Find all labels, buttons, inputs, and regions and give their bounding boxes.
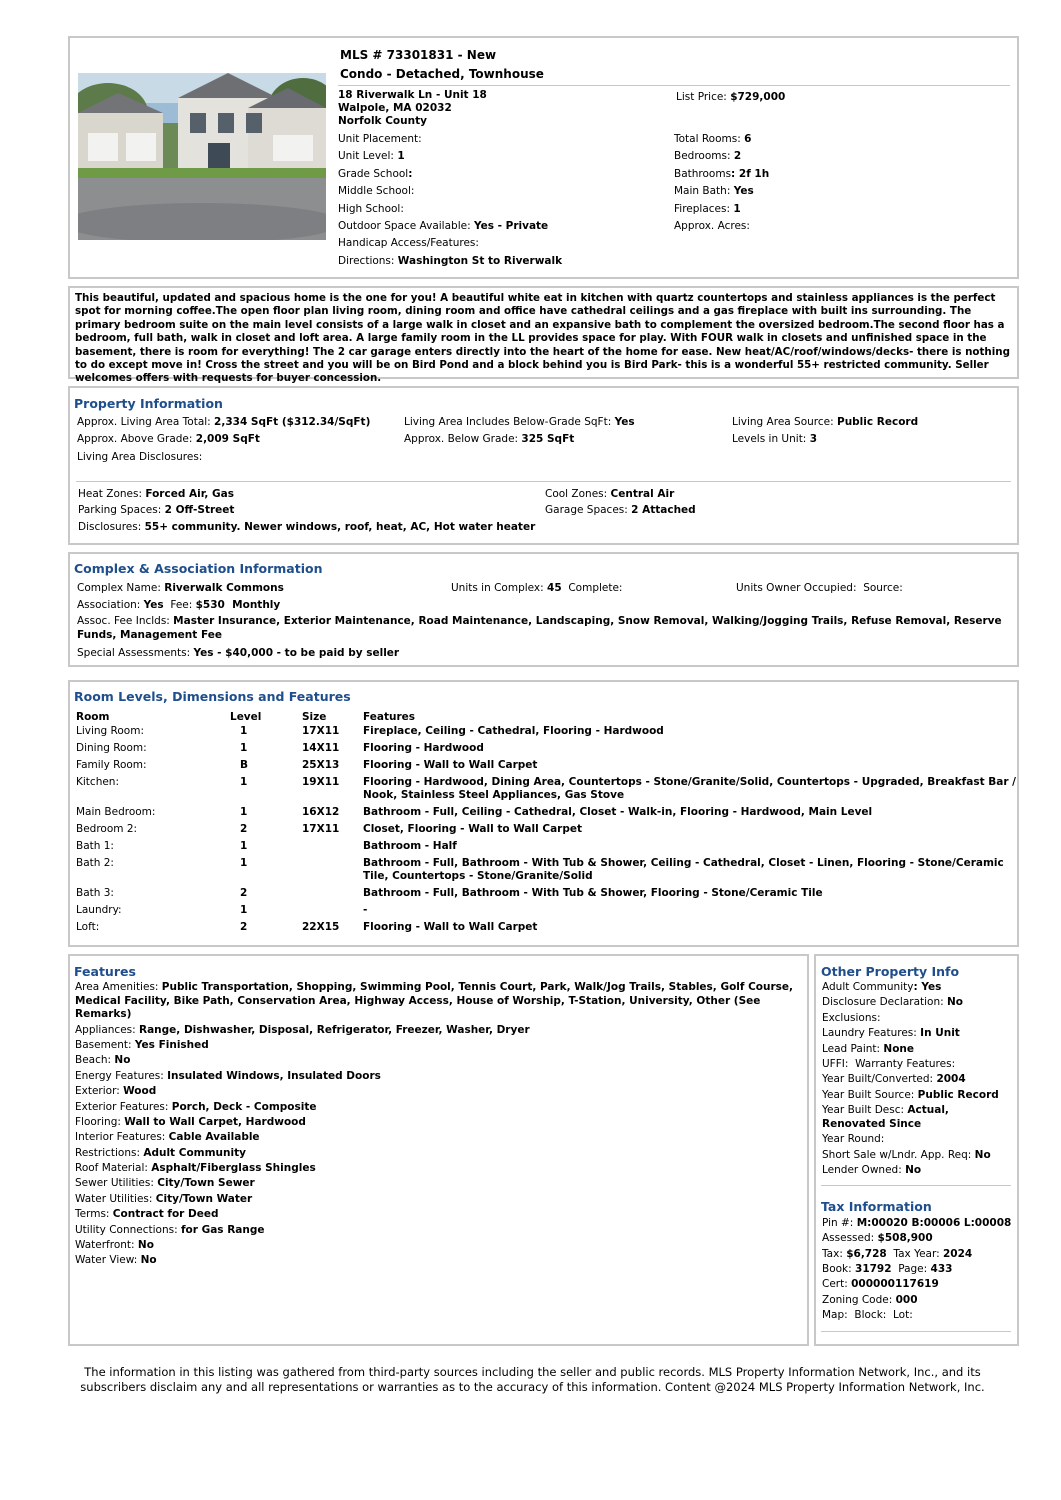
feature-item [75,1131,800,1145]
table-row [76,823,1016,840]
living-area-total: Approx. Living Area Total: 2,334 SqFt ($312.34/SqFt) [77,416,371,428]
room-level: 1 [240,857,248,869]
other-item [822,1027,1012,1041]
feature-item [75,1054,800,1068]
header-rule [338,85,1010,86]
room-room: Family Room: [76,759,147,771]
complex-info-title: Complex & Association Information [74,561,323,576]
other-item [822,1043,1012,1057]
summary-field-label: Unit Placement: [338,133,422,145]
room-room: Main Bedroom: [76,806,156,818]
feature-item [75,1024,800,1038]
zoning: Zoning Code: 000 [822,1294,918,1306]
summary-right-item [674,219,750,233]
feature-value: Public Transportation, Shopping, Swimming Pool, Tennis Court, Park, Walk/Jog Trails, Stables, Golf Course, Medical Facility, Bike Path, Conservation Area, Highway Access, House of Worship, T-Station, University, Other (See Remarks) [75,981,794,1021]
other-value: : Yes [913,981,942,993]
room-size [302,904,363,921]
address-line2: Walpole, MA 02032 [338,102,452,114]
assessed: Assessed: $508,900 [822,1232,933,1244]
room-room: Bath 3: [76,887,114,899]
garage-spaces: Garage Spaces: 2 Attached [545,504,696,516]
rooms-title: Room Levels, Dimensions and Features [74,689,351,704]
other-value: In Unit [920,1027,960,1040]
house-photo-illustration [78,73,326,240]
property-info-title: Property Information [74,396,223,411]
county: Norfolk County [338,115,427,127]
below-grade-included: Living Area Includes Below-Grade SqFt: Yes [404,416,635,428]
summary-field-value: : 2f 1h [731,167,770,180]
feature-item [75,1039,800,1053]
feature-label: Exterior Features: [75,1100,172,1113]
summary-field-value: 6 [744,133,752,145]
summary-field-label: Unit Level: [338,150,398,163]
table-row [76,840,1016,857]
col-size: Size [302,710,327,723]
feature-item [75,1254,800,1268]
other-label: Year Round: [822,1133,885,1146]
summary-field-label: Approx. Acres: [674,220,750,232]
above-grade: Approx. Above Grade: 2,009 SqFt [77,433,260,445]
list-price-value: $729,000 [730,91,786,103]
table-row [76,806,1016,823]
feature-label: Appliances: [75,1023,140,1036]
other-label: Disclosure Declaration: [822,996,948,1009]
feature-item [75,981,800,1022]
summary-field-value: Yes [733,185,754,198]
list-price-label: List Price: [676,91,731,103]
feature-label: Water Utilities: [75,1192,156,1205]
table-row [76,887,1016,904]
table-row [76,857,1016,887]
room-room: Living Room: [76,725,144,737]
map-block-lot: Map: Block: Lot: [822,1309,913,1321]
feature-item [75,1162,800,1176]
features-title: Features [74,964,136,979]
summary-left-item [338,219,548,233]
room-level: 2 [240,887,248,899]
other-value: No [905,1163,922,1176]
feature-value: Insulated Windows, Insulated Doors [167,1069,381,1082]
feature-label: Roof Material: [75,1162,152,1175]
room-size [302,857,363,887]
room-features: Flooring - Hardwood [363,742,484,754]
feature-label: Beach: [75,1054,115,1067]
room-room: Bedroom 2: [76,823,138,835]
room-features: Flooring - Hardwood, Dining Area, Countertops - Stone/Granite/Solid, Countertops - Upgraded, Breakfast Bar / Nook, Stainless Steel Appliances, Gas Stove [363,776,1017,801]
other-label: Year Built/Converted: [822,1073,937,1086]
summary-field-value: : [408,167,413,180]
feature-label: Water View: [75,1254,141,1267]
room-size: 17X11 [302,823,340,835]
room-features: Fireplace, Ceiling - Cathedral, Flooring - Hardwood [363,725,664,737]
feature-label: Terms: [75,1208,113,1221]
tax-rule [821,1331,1011,1332]
other-value: Public Record [917,1088,999,1101]
feature-label: Utility Connections: [75,1223,181,1236]
feature-item [75,1177,800,1191]
room-level: 1 [240,904,248,916]
summary-field-label: Grade School [338,167,409,180]
other-item [822,1133,1012,1147]
room-size: 25X13 [302,759,340,771]
mls-number: MLS # 73301831 - New [340,48,497,62]
summary-left-item [338,254,562,268]
other-label: Laundry Features: [822,1027,921,1040]
feature-value: Adult Community [143,1146,246,1159]
col-room: Room [76,710,110,723]
list-price [676,90,785,104]
units-owner-occupied: Units Owner Occupied: Source: [736,582,903,594]
room-room: Kitchen: [76,776,119,788]
units-in-complex: Units in Complex: 45 Complete: [451,582,623,594]
living-area-source: Living Area Source: Public Record [732,416,919,428]
table-row [76,921,1016,938]
table-row [76,904,1016,921]
feature-value: City/Town Water [155,1192,253,1205]
living-area-disclosures: Living Area Disclosures: [77,451,203,463]
summary-field-label: Total Rooms: [674,133,745,145]
features-list [75,981,800,1270]
room-features: Bathroom - Half [363,840,457,852]
other-label: Short Sale w/Lndr. App. Req: [822,1148,975,1161]
table-row [76,742,1016,759]
property-type: Condo - Detached, Townhouse [340,67,544,81]
other-item [822,1058,1012,1072]
room-size: 16X12 [302,806,340,818]
summary-left-item [338,149,405,163]
room-level: 2 [240,921,248,933]
feature-item [75,1239,800,1253]
feature-value: No [114,1054,131,1067]
room-level: 1 [240,742,248,754]
feature-value: No [140,1254,157,1267]
room-size: 19X11 [302,776,340,788]
feature-value: Asphalt/Fiberglass Shingles [151,1162,316,1175]
room-size: 17X11 [302,725,340,737]
heat-zones: Heat Zones: Forced Air, Gas [78,488,234,500]
room-room: Laundry: [76,904,122,916]
other-list [822,981,1012,1179]
feature-item [75,1070,800,1084]
room-size: 14X11 [302,742,340,754]
below-grade: Approx. Below Grade: 325 SqFt [404,433,575,445]
feature-value: Yes Finished [134,1038,209,1051]
summary-field-label: High School: [338,202,404,215]
feature-label: Energy Features: [75,1069,168,1082]
room-level: B [240,759,249,771]
feature-value: City/Town Sewer [157,1177,255,1190]
feature-label: Area Amenities: [75,981,162,993]
other-item [822,996,1012,1010]
disclosures: Disclosures: 55+ community. Newer windows, roof, heat, AC, Hot water heater [78,521,536,533]
special-assessments: Special Assessments: Yes - $40,000 - to be paid by seller [77,647,400,659]
other-value: No [947,996,964,1009]
room-features: Closet, Flooring - Wall to Wall Carpet [363,823,582,835]
association: Association: Yes Fee: $530 Monthly [77,599,281,611]
summary-right-item [674,149,741,163]
feature-item [75,1101,800,1115]
summary-left-item [338,167,412,181]
rooms-table [76,708,1016,938]
feature-item [75,1193,800,1207]
feature-label: Waterfront: [75,1239,138,1252]
summary-left-item [338,184,414,198]
feature-label: Flooring: [75,1115,125,1128]
room-features: Flooring - Wall to Wall Carpet [363,759,538,771]
feature-value: Porch, Deck - Composite [171,1100,317,1113]
feature-item [75,1116,800,1130]
feature-label: Sewer Utilities: [75,1177,158,1190]
other-info-title: Other Property Info [821,964,960,979]
other-label: Adult Community [822,981,914,993]
summary-field-label: Fireplaces: [674,202,734,215]
summary-right-item [674,167,769,181]
feature-value: No [137,1239,154,1252]
property-photo [78,73,326,240]
feature-value: for Gas Range [180,1223,265,1236]
feature-item [75,1208,800,1222]
parking-spaces: Parking Spaces: 2 Off-Street [78,504,235,516]
other-item [822,1012,1012,1026]
room-features: - [363,904,368,916]
other-item [822,1149,1012,1163]
other-value: None [883,1042,915,1055]
pin: Pin #: M:00020 B:00006 L:00008 [822,1217,1012,1229]
other-label: UFFI: Warranty Features: [822,1057,956,1070]
tax-info-title: Tax Information [821,1199,932,1214]
summary-field-label: Bedrooms: [674,150,734,163]
summary-left-item [338,236,479,250]
summary-field-label: Outdoor Space Available: [338,220,474,232]
complex-name: Complex Name: Riverwalk Commons [77,582,284,594]
feature-value: Wall to Wall Carpet, Hardwood [124,1115,306,1128]
col-features: Features [363,710,415,723]
public-remarks: This beautiful, updated and spacious home is the one for you! A beautiful white eat in kitchen with quartz countertops and stainless appliances is the perfect spot for morning coffee.The open floor plan living room, dining room and office have cathedral ceilings and a gas fireplace with built ins surrounding. The primary bedroom suite on the main level consists of a large walk in closet and an expansive bath to complement the oversized bedroom.The second floor has a bedroom, full bath, walk in closet and loft area. A large family room in the LL provides space for play. With FOUR walk in closets and unfinished space in the basement, there is room for everything! The 2 car garage enters directly into the heart of the home for ease. New heat/AC/roof/windows/decks- there is nothing to do except move in! Cross the street and you will be on Bird Pond and a block behind you is Bird Park- this is a wonderful 55+ restricted community. Seller welcomes offers with requests for buyer concession. [75,292,1010,385]
feature-label: Restrictions: [75,1146,144,1159]
summary-field-label: Middle School: [338,185,415,198]
other-label: Lender Owned: [822,1163,906,1176]
assoc-fee-includes: Assoc. Fee Inclds: Master Insurance, Exterior Maintenance, Road Maintenance, Landscaping, Snow Removal, Walking/Jogging Trails, Refuse Removal, Reserve Funds, Management Fee [77,615,1002,641]
other-value: No [974,1148,991,1161]
cert: Cert: 000000117619 [822,1278,939,1290]
room-level: 1 [240,840,248,852]
other-item [822,1073,1012,1087]
summary-field-value: Washington St to Riverwalk [397,254,563,267]
summary-field-value: 2 [733,150,742,163]
room-features: Flooring - Wall to Wall Carpet [363,921,538,933]
book-page: Book: 31792 Page: 433 [822,1263,953,1275]
room-room: Loft: [76,921,100,933]
other-value: Actual, Renovated Since [822,1104,953,1130]
table-row [76,776,1016,806]
feature-value: Contract for Deed [112,1208,219,1221]
other-item [822,981,1012,995]
summary-field-value: 1 [397,150,405,163]
room-level: 2 [240,823,248,835]
room-room: Dining Room: [76,742,147,754]
room-level: 1 [240,725,248,737]
disclaimer: The information in this listing was gathered from third-party sources including the seller and public records. MLS Property Information Network, Inc., and its subscribers disclaim any and all representations or warranties as to the accuracy of this information. Content @2024 MLS Property Information Network, Inc. [80,1365,985,1394]
room-size [302,887,363,904]
summary-right-item [674,184,754,198]
other-value: 2004 [936,1073,966,1086]
table-row [76,725,1016,742]
cool-zones: Cool Zones: Central Air [545,488,675,500]
summary-field-value: Yes - Private [473,220,549,232]
other-label: Year Built Source: [822,1088,918,1101]
rooms-header-row [76,708,1016,725]
other-item [822,1104,1012,1131]
other-rule [821,1185,1011,1186]
address-line1: 18 Riverwalk Ln - Unit 18 [338,89,487,101]
other-label: Lead Paint: [822,1042,884,1055]
table-row [76,759,1016,776]
other-item [822,1089,1012,1103]
feature-value: Cable Available [168,1131,260,1144]
room-features: Bathroom - Full, Ceiling - Cathedral, Closet - Walk-in, Flooring - Hardwood, Main Level [363,806,873,818]
room-room: Bath 2: [76,857,114,869]
room-size [302,840,363,857]
feature-item [75,1147,800,1161]
feature-label: Exterior: [75,1085,124,1098]
room-features: Bathroom - Full, Bathroom - With Tub & Shower, Flooring - Stone/Ceramic Tile [363,887,823,899]
other-item [822,1164,1012,1178]
tax: Tax: $6,728 Tax Year: 2024 [822,1248,973,1260]
feature-item [75,1085,800,1099]
feature-label: Interior Features: [75,1131,169,1144]
room-level: 1 [240,776,248,788]
room-size: 22X15 [302,921,340,933]
col-level: Level [230,710,262,723]
summary-field-label: Handicap Access/Features: [338,237,479,250]
summary-field-label: Directions: [338,254,398,267]
other-label: Exclusions: [822,1011,881,1024]
feature-value: Range, Dishwasher, Disposal, Refrigerator, Freezer, Washer, Dryer [139,1023,530,1036]
summary-field-label: Main Bath: [674,185,734,198]
summary-field-value: 1 [733,202,741,215]
room-room: Bath 1: [76,840,114,852]
other-label: Year Built Desc: [822,1104,908,1117]
feature-item [75,1224,800,1238]
summary-left-item [338,202,404,216]
summary-right-item [674,132,751,146]
property-rule [76,481,1011,482]
feature-value: Wood [123,1085,157,1098]
levels-in-unit: Levels in Unit: 3 [732,433,817,445]
summary-field-label: Bathrooms [674,167,732,180]
feature-label: Basement: [75,1038,135,1051]
summary-right-item [674,202,741,216]
room-features: Bathroom - Full, Bathroom - With Tub & Shower, Ceiling - Cathedral, Closet - Linen, Flooring - Stone/Ceramic Tile, Countertops - Stone/Granite/Solid [363,857,1004,882]
room-level: 1 [240,806,248,818]
summary-left-item [338,132,422,146]
